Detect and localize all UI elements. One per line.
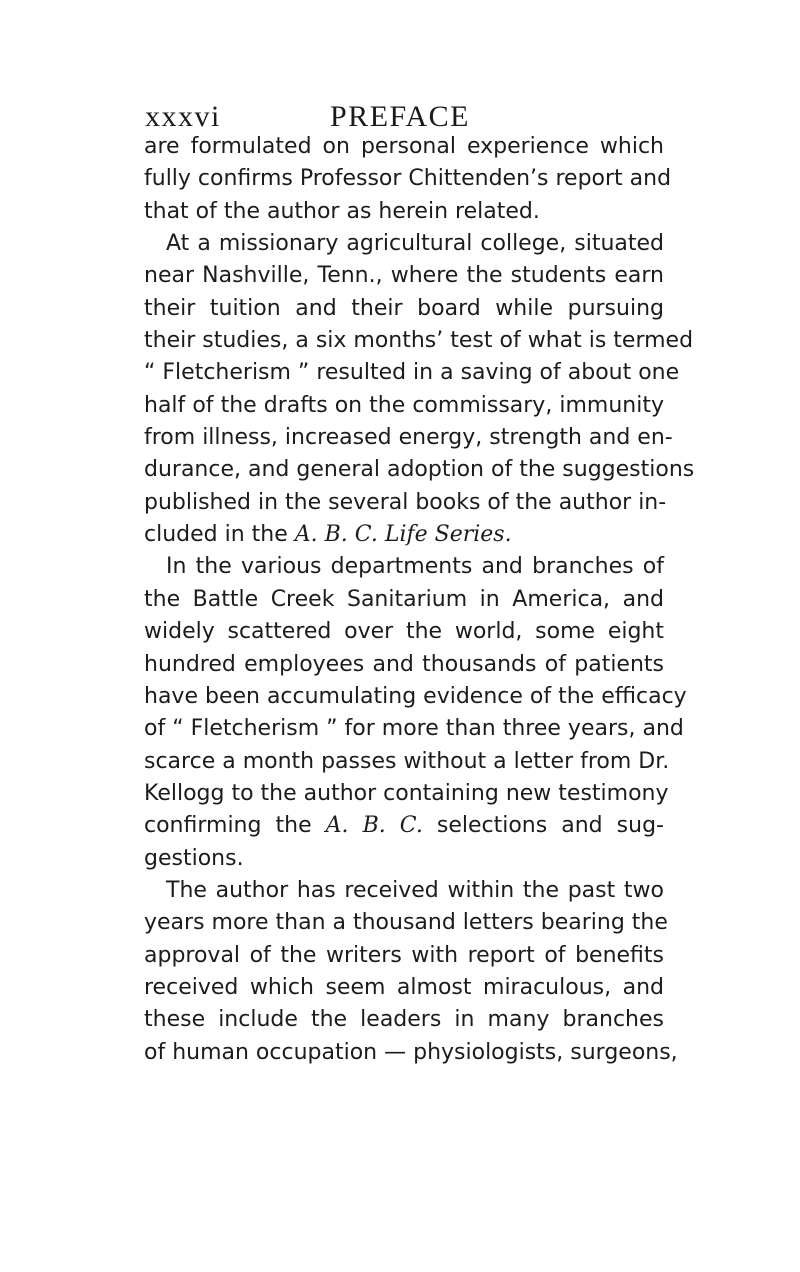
text-line — [144, 616, 664, 648]
running-title: PREFACE — [330, 100, 470, 133]
text-line — [144, 875, 664, 907]
text-line — [144, 422, 673, 454]
text-run: fully confirms Professor Chittenden’s report and — [144, 166, 672, 192]
text-run: In the various departments and branches of — [166, 554, 664, 580]
text-run: the Battle Creek Sanitarium in America, and — [144, 586, 664, 612]
text-line — [144, 293, 664, 325]
text-run: confirming the — [144, 813, 326, 839]
text-run: The author has received within the past two — [166, 877, 664, 903]
text-run: have been accumulating evidence of the efficacy — [144, 683, 687, 709]
text-line — [144, 907, 668, 939]
text-line — [144, 519, 664, 551]
text-run: years more than a thousand letters bearing the — [144, 910, 668, 936]
text-run: of human occupation — physiologists, surgeons, — [144, 1039, 678, 1065]
text-run: are formulated on personal experience which — [144, 134, 664, 159]
text-line — [144, 972, 664, 1004]
italic-run: A. B. C. — [325, 813, 423, 839]
text-line — [144, 228, 664, 260]
text-run: that of the author as herein related. — [144, 198, 540, 224]
text-line — [144, 746, 670, 778]
text-line — [144, 551, 664, 583]
text-run: published in the several books of the author in- — [144, 489, 667, 515]
text-line — [144, 454, 695, 486]
text-line — [144, 843, 664, 875]
text-run: widely scattered over the world, some eight — [144, 619, 664, 645]
text-line — [144, 940, 664, 972]
text-line — [144, 196, 664, 228]
text-run: gestions. — [144, 845, 244, 871]
page-number: xxxvi — [145, 100, 221, 133]
text-line — [144, 390, 664, 422]
text-run: these include the leaders in many branches — [144, 1007, 664, 1033]
italic-run: A. B. C. Life Series. — [294, 522, 512, 548]
text-line — [144, 131, 664, 163]
text-line — [144, 810, 664, 842]
text-run: durance, and general adoption of the suggestions — [144, 457, 695, 483]
text-line — [144, 325, 694, 357]
text-run: selections and sug- — [422, 813, 664, 839]
text-line — [144, 487, 667, 519]
text-run: At a missionary agricultural college, situated — [166, 231, 664, 257]
text-run: their tuition and their board while pursuing — [144, 295, 664, 321]
text-line — [144, 713, 684, 745]
text-run: received which seem almost miraculous, and — [144, 974, 664, 1000]
text-line — [144, 649, 664, 681]
text-run: from illness, increased energy, strength and en- — [144, 425, 673, 451]
body-text — [144, 131, 695, 1069]
text-line — [144, 584, 664, 616]
text-run: Kellogg to the author containing new testimony — [144, 780, 669, 806]
text-run: their studies, a six months’ test of what is termed — [144, 328, 694, 354]
text-line — [144, 260, 664, 292]
text-line — [144, 778, 669, 810]
text-run: “ Fletcherism ” resulted in a saving of about one — [144, 360, 680, 386]
text-run: scarce a month passes without a letter from Dr. — [144, 748, 670, 774]
text-line — [144, 1004, 664, 1036]
text-line — [144, 1037, 678, 1069]
text-run: approval of the writers with report of benefits — [144, 942, 664, 968]
text-line — [144, 357, 680, 389]
text-run: half of the drafts on the commissary, immunity — [144, 392, 664, 418]
text-run: cluded in the — [144, 522, 295, 548]
text-line — [144, 163, 672, 195]
text-line — [144, 681, 687, 713]
text-run: near Nashville, Tenn., where the students earn — [144, 263, 664, 289]
page-header — [145, 100, 470, 134]
text-run: of “ Fletcherism ” for more than three years, and — [144, 716, 684, 742]
text-run: hundred employees and thousands of patients — [144, 651, 664, 677]
